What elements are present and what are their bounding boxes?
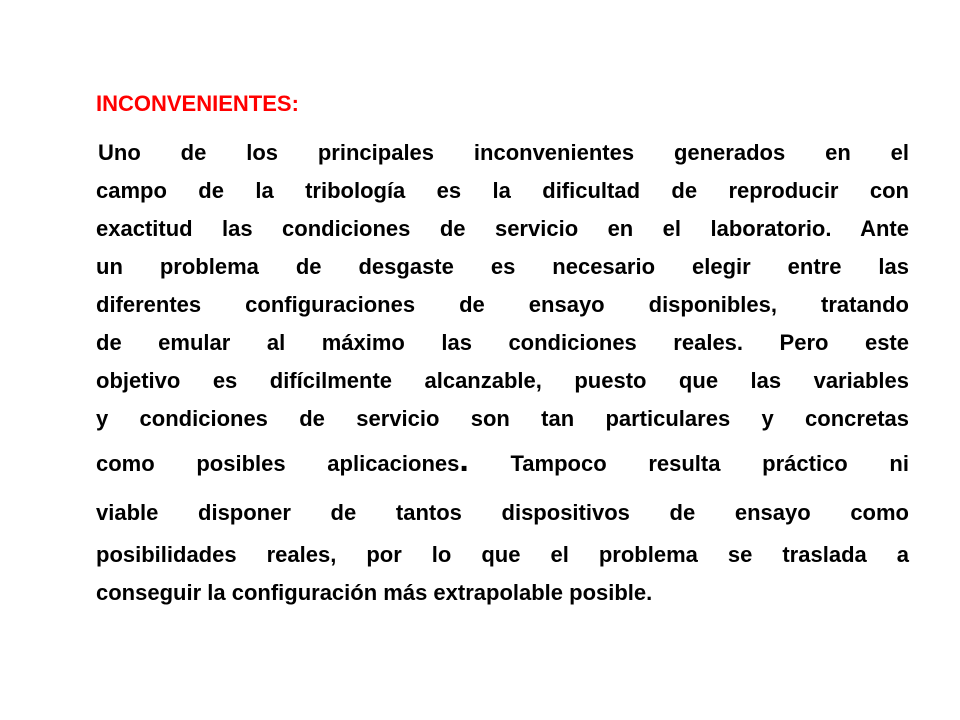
paragraph-line: conseguir la configuración más extrapolable posible. bbox=[96, 580, 653, 605]
paragraph-line: diferentes configuraciones de ensayo disponibles, tratando bbox=[96, 292, 909, 317]
paragraph-line: viable disponer de tantos dispositivos de ensayo como bbox=[96, 500, 909, 525]
large-period: . bbox=[459, 441, 469, 479]
line-segment: como posibles aplicaciones bbox=[96, 451, 460, 476]
paragraph-line: posibilidades reales, por lo que el problema se traslada a bbox=[96, 542, 909, 567]
line-segment: Tampoco resulta práctico ni bbox=[468, 451, 909, 476]
paragraph-line-with-period bbox=[96, 438, 909, 490]
paragraph-line: un problema de desgaste es necesario elegir entre las bbox=[96, 254, 909, 279]
paragraph-line: campo de la tribología es la dificultad de reproducir con bbox=[96, 178, 909, 203]
paragraph-line: exactitud las condiciones de servicio en el laboratorio. Ante bbox=[96, 216, 909, 241]
paragraph-line: objetivo es difícilmente alcanzable, puesto que las variables bbox=[96, 368, 909, 393]
paragraph-line: Uno de los principales inconvenientes generados en el bbox=[98, 140, 909, 165]
body-paragraph bbox=[96, 134, 909, 612]
heading: INCONVENIENTES: bbox=[96, 91, 299, 116]
paragraph-line: y condiciones de servicio son tan particulares y concretas bbox=[96, 406, 909, 431]
paragraph-line: de emular al máximo las condiciones reales. Pero este bbox=[96, 330, 909, 355]
